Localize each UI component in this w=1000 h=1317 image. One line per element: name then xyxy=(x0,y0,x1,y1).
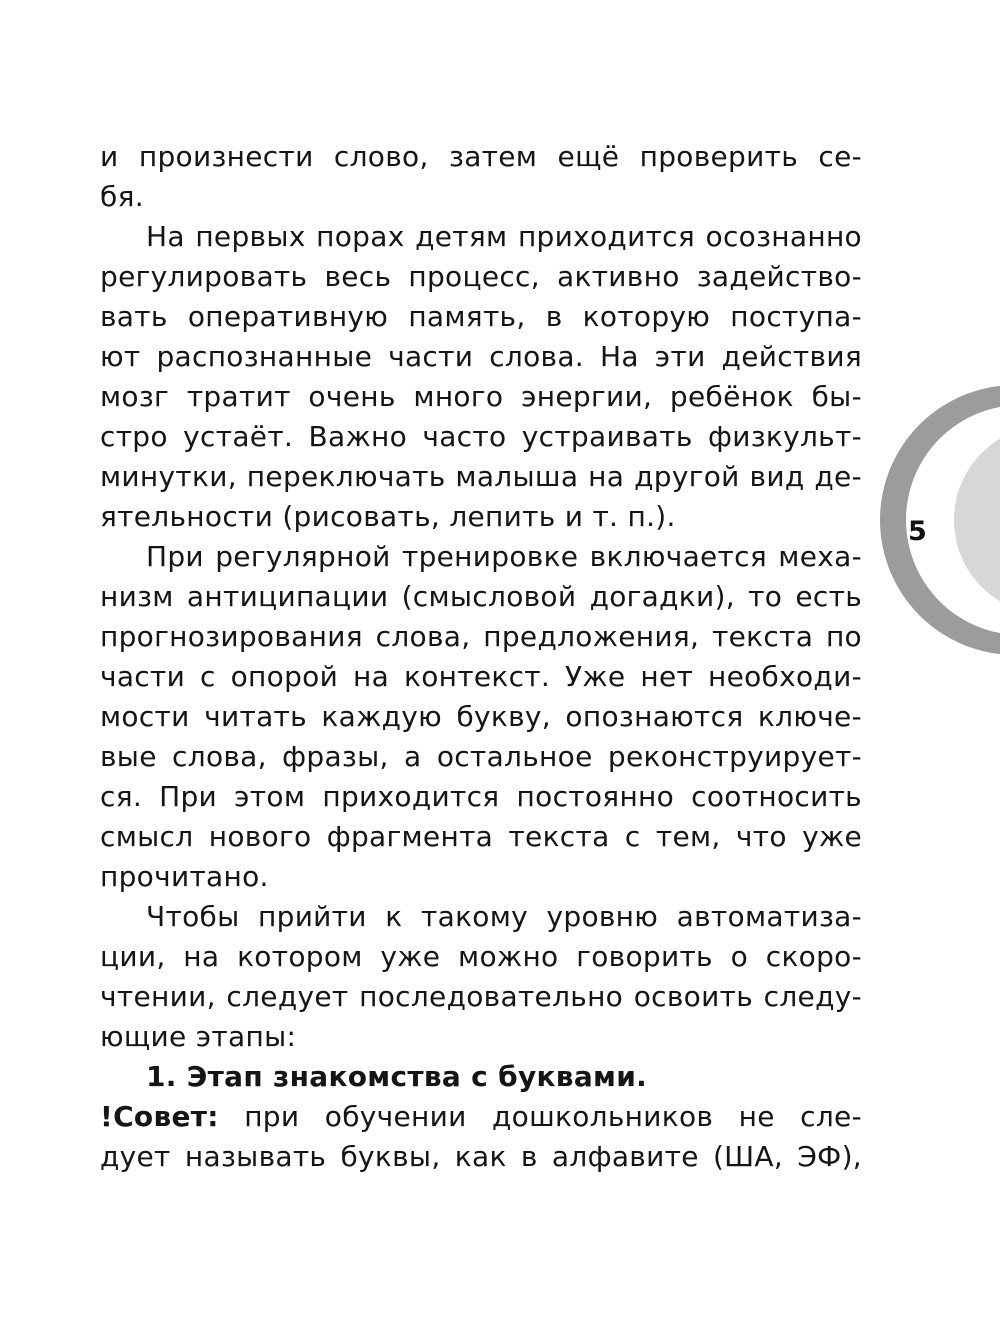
text-line xyxy=(100,737,862,777)
text-segment: вые слова, фразы, а остальное реконструирует- xyxy=(100,740,862,773)
page-number: 5 xyxy=(908,516,927,547)
text-line xyxy=(100,457,862,497)
text-segment: Чтобы прийти к такому уровню автоматиза- xyxy=(146,900,862,933)
text-line xyxy=(100,857,862,897)
text-segment: ют распознанные части слова. На эти действия xyxy=(100,340,862,373)
text-line xyxy=(100,937,862,977)
text-line xyxy=(100,817,862,857)
text-line xyxy=(100,777,862,817)
bold-text: 1. Этап знакомства с буквами. xyxy=(146,1060,648,1093)
text-segment: ятельности (рисовать, лепить и т. п.). xyxy=(100,500,676,533)
text-segment: ся. При этом приходится постоянно соотносить xyxy=(100,780,862,813)
text-segment: низм антиципации (смысловой догадки), то есть xyxy=(100,580,862,613)
page-edge-tab xyxy=(870,385,1000,655)
text-block xyxy=(100,137,862,1177)
text-segment: стро устаёт. Важно часто устраивать физкульт- xyxy=(100,420,862,453)
text-segment: ющие этапы: xyxy=(100,1020,297,1053)
text-line xyxy=(100,1137,862,1177)
text-segment: смысл нового фрагмента текста с тем, что уже xyxy=(100,820,862,853)
text-line xyxy=(100,577,862,617)
text-segment: при обучении дошкольников не сле- xyxy=(218,1100,862,1133)
text-segment: мозг тратит очень много энергии, ребёнок бы- xyxy=(100,380,862,413)
text-segment: части с опорой на контекст. Уже нет необходи- xyxy=(100,660,862,693)
text-segment: мости читать каждую букву, опознаются ключе- xyxy=(100,700,862,733)
text-segment: регулировать весь процесс, активно задейство- xyxy=(100,260,862,293)
text-line xyxy=(100,1097,862,1137)
text-line xyxy=(100,217,862,257)
text-segment: минутки, переключать малыша на другой вид де- xyxy=(100,460,862,493)
text-segment: На первых порах детям приходится осознанно xyxy=(146,220,862,253)
text-line xyxy=(100,177,862,217)
text-segment: бя. xyxy=(100,180,144,213)
bold-text: !Совет: xyxy=(100,1100,219,1133)
text-line xyxy=(100,1017,862,1057)
text-line xyxy=(100,297,862,337)
text-line xyxy=(100,417,862,457)
text-line xyxy=(100,1057,862,1097)
text-segment: прогнозирования слова, предложения, текста по xyxy=(100,620,862,653)
text-segment: ции, на котором уже можно говорить о скоро- xyxy=(100,940,862,973)
text-line xyxy=(100,897,862,937)
text-segment: прочитано. xyxy=(100,860,269,893)
text-line xyxy=(100,137,862,177)
text-line xyxy=(100,537,862,577)
text-line xyxy=(100,497,862,537)
text-segment: При регулярной тренировке включается меха- xyxy=(146,540,862,573)
text-segment: чтении, следует последовательно освоить следу- xyxy=(100,980,862,1013)
text-line xyxy=(100,617,862,657)
text-segment: вать оперативную память, в которую поступа- xyxy=(100,300,862,333)
text-line xyxy=(100,337,862,377)
text-segment: дует называть буквы, как в алфавите (ША, ЭФ), xyxy=(100,1140,862,1173)
text-line xyxy=(100,657,862,697)
text-segment: и произнести слово, затем ещё проверить се- xyxy=(100,140,862,173)
text-line xyxy=(100,377,862,417)
text-line xyxy=(100,697,862,737)
text-line xyxy=(100,257,862,297)
text-line xyxy=(100,977,862,1017)
